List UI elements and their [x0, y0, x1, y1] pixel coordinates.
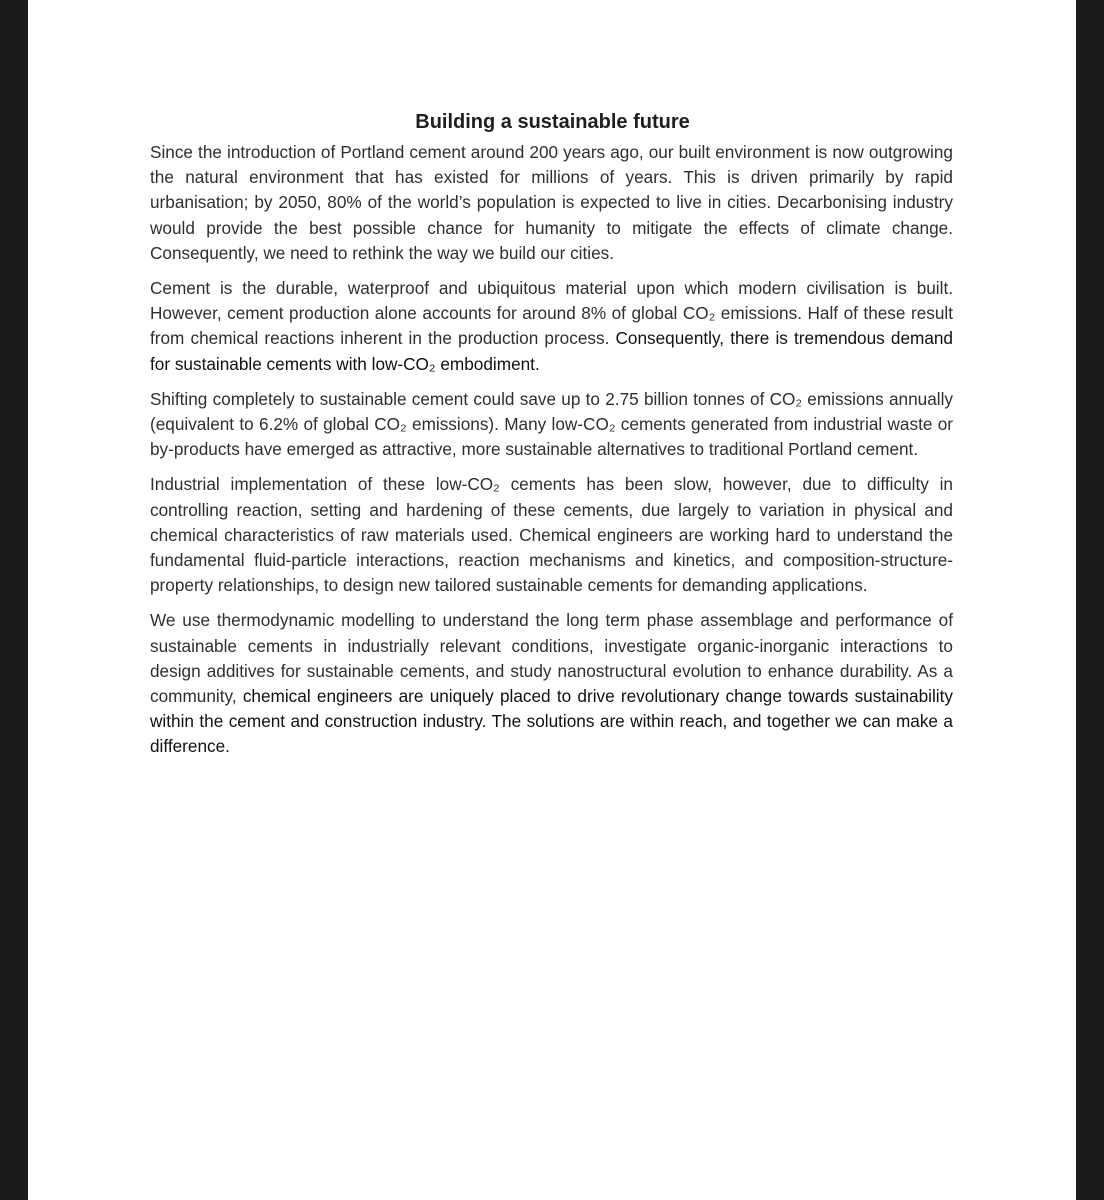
paragraph-text: Industrial implementation of these low-CO₂ cements has been slow, however, due to difficulty in controlling reaction, setting and hardening of these cements, due largely to variation in physical and chemical characteristics of raw materials used. Chemical engineers are working hard to understand the fundamental fluid-particle interactions, reaction mechanisms and kinetics, and composition-structure-property relationships, to design new tailored sustainable cements for demanding applications.	[150, 474, 953, 596]
document-page	[28, 0, 1076, 1200]
paragraph-1	[150, 140, 953, 266]
paragraph-text: Cement is the durable, waterproof and ubiquitous material upon which modern civilisation is built. However, cement production alone accounts for around 8% of global CO₂ emissions. Half of these result from chemical reactions inherent in the production process.	[150, 278, 953, 349]
paragraph-2	[150, 276, 953, 377]
paragraph-emphasis: Consequently, there is tremendous demand for sustainable cements with low-CO₂ embodiment.	[150, 328, 953, 374]
paragraph-emphasis: chemical engineers are uniquely placed to drive revolutionary change towards sustainability within the cement and construction industry. The solutions are within reach, and together we can make a difference.	[150, 686, 953, 757]
paragraph-5	[150, 608, 953, 759]
paragraph-text: Shifting completely to sustainable cement could save up to 2.75 billion tonnes of CO₂ emissions annually (equivalent to 6.2% of global CO₂ emissions). Many low-CO₂ cements generated from industrial waste or by-products have emerged as attractive, more sustainable alternatives to traditional Portland cement.	[150, 388, 953, 460]
document-title: Building a sustainable future	[415, 111, 690, 133]
paragraph-3	[150, 387, 953, 463]
paragraph-text: We use thermodynamic modelling to understand the long term phase assemblage and performance of sustainable cements in industrially relevant conditions, investigate organic-inorganic interactions to design additives for sustainable cements, and study nanostructural evolution to enhance durability. As a community,	[150, 610, 953, 707]
paragraph-text: Since the introduction of Portland cement around 200 years ago, our built environment is now outgrowing the natural environment that has existed for millions of years. This is driven primarily by rapid urbanisation; by 2050, 80% of the world’s population is expected to live in cities. Decarbonising industry would provide the best possible chance for humanity to mitigate the effects of climate change. Consequently, we need to rethink the way we build our cities.	[150, 142, 953, 263]
paragraph-4	[150, 472, 953, 598]
document-content	[150, 108, 953, 770]
